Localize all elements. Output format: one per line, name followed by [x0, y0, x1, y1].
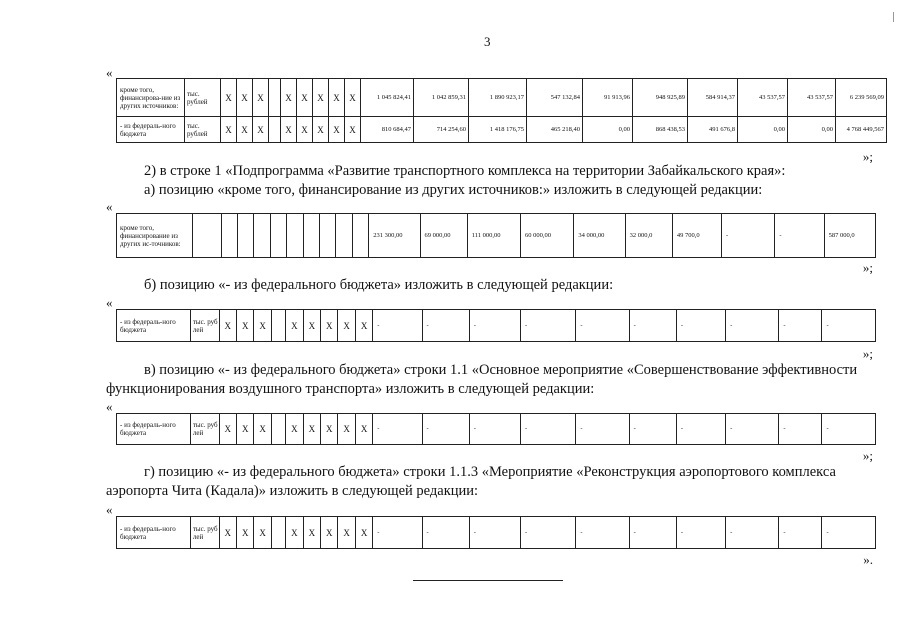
table-row — [117, 214, 876, 258]
cell-x: Х — [321, 414, 338, 445]
cell-x — [271, 414, 285, 445]
cell-value: - — [469, 414, 520, 445]
cell-value: 69 000,00 — [420, 214, 467, 258]
cell-value: 948 925,89 — [633, 79, 688, 117]
paragraph-g: г) позицию «- из федерального бюджета» строки 1.1.3 «Мероприятие «Реконструкция аэропортового комплекса аэропорта Чита (Кадала)» изложить в следующей редакции: — [106, 464, 836, 499]
cell-x: Х — [303, 517, 320, 549]
cell-x: Х — [321, 517, 338, 549]
scan-mark — [893, 12, 894, 22]
cell-value: 91 913,96 — [583, 79, 633, 117]
paragraph-2: 2) в строке 1 «Подпрограмма «Развитие транспортного комплекса на территории Забайкальского края»: — [144, 163, 786, 179]
cell-value: - — [822, 517, 876, 549]
cell-x: Х — [253, 117, 269, 143]
cell-value: 0,00 — [788, 117, 836, 143]
row-unit: тыс. руб лей — [190, 517, 219, 549]
cell-value: 714 254,60 — [414, 117, 469, 143]
cell-value: - — [779, 310, 822, 342]
close-quote-final: ». — [863, 552, 873, 567]
cell-x: Х — [219, 310, 236, 342]
cell-x: Х — [297, 79, 313, 117]
cell-x: Х — [281, 117, 297, 143]
cell-value: - — [373, 414, 422, 445]
cell-x: Х — [313, 117, 329, 143]
cell-value: - — [520, 414, 575, 445]
empty-cell — [352, 214, 368, 258]
empty-cell — [254, 214, 270, 258]
cell-value: - — [576, 310, 629, 342]
cell-x: Х — [355, 517, 372, 549]
empty-cell — [270, 214, 286, 258]
empty-cell — [303, 214, 319, 258]
cell-value: 32 000,0 — [625, 214, 672, 258]
table-row — [117, 79, 887, 117]
cell-value: 868 438,53 — [633, 117, 688, 143]
empty-cell — [192, 214, 221, 258]
cell-x: Х — [236, 414, 253, 445]
table-financing-summary — [116, 78, 887, 143]
close-quote: »; — [862, 260, 873, 275]
cell-value: 43 537,57 — [788, 79, 836, 117]
cell-x: Х — [236, 517, 253, 549]
cell-value: 231 300,00 — [369, 214, 420, 258]
cell-value: 60 000,00 — [521, 214, 574, 258]
paragraph-a: а) позицию «кроме того, финансирование из других источников:» изложить в следующей редакции: — [144, 182, 763, 198]
row-label: - из федераль-ного бюджета — [117, 517, 191, 549]
row-unit: тыс. руб лей — [190, 414, 219, 445]
cell-value: - — [576, 517, 629, 549]
cell-x: Х — [253, 79, 269, 117]
cell-value: 34 000,00 — [574, 214, 625, 258]
cell-x: Х — [329, 79, 345, 117]
cell-value: - — [576, 414, 629, 445]
cell-x: Х — [303, 414, 320, 445]
cell-x — [271, 310, 285, 342]
cell-value: 587 000,0 — [824, 214, 875, 258]
cell-x: Х — [221, 79, 237, 117]
cell-value: 465 218,40 — [527, 117, 583, 143]
cell-value: 547 132,84 — [527, 79, 583, 117]
cell-x: Х — [219, 517, 236, 549]
row-label: - из федераль-ного бюджета — [117, 414, 191, 445]
cell-value: - — [422, 414, 469, 445]
row-unit: тыс. рублей — [185, 117, 221, 143]
cell-x: Х — [338, 310, 355, 342]
cell-x: Х — [297, 117, 313, 143]
cell-value: 584 914,37 — [688, 79, 738, 117]
cell-x: Х — [254, 517, 271, 549]
table-row — [117, 310, 876, 342]
cell-value: - — [726, 414, 779, 445]
cell-x — [269, 117, 281, 143]
footer-rule — [413, 580, 563, 581]
cell-value: 111 000,00 — [467, 214, 520, 258]
cell-value: - — [469, 517, 520, 549]
cell-x — [271, 517, 285, 549]
table-other-sources — [116, 213, 876, 258]
cell-value: - — [726, 310, 779, 342]
cell-value: 1 042 859,31 — [414, 79, 469, 117]
cell-x: Х — [286, 414, 303, 445]
cell-value: 4 768 449,567 — [836, 117, 887, 143]
row-unit: тыс. рублей — [185, 79, 221, 117]
cell-x: Х — [221, 117, 237, 143]
cell-x: Х — [321, 310, 338, 342]
cell-x: Х — [355, 310, 372, 342]
empty-cell — [287, 214, 303, 258]
cell-value: - — [676, 310, 725, 342]
cell-x: Х — [286, 310, 303, 342]
cell-x: Х — [313, 79, 329, 117]
cell-x: Х — [338, 517, 355, 549]
cell-x: Х — [219, 414, 236, 445]
cell-x: Х — [237, 117, 253, 143]
cell-x: Х — [254, 310, 271, 342]
cell-x: Х — [303, 310, 320, 342]
paragraph-v: в) позицию «- из федерального бюджета» строки 1.1 «Основное мероприятие «Совершенствование эффективности функционирования воздушного транспорта» изложить в следующей редакции: — [106, 362, 858, 397]
cell-value: 43 537,57 — [738, 79, 788, 117]
close-quote: »; — [862, 346, 873, 361]
cell-value: - — [779, 414, 822, 445]
table-federal-budget-3 — [116, 516, 876, 549]
cell-value: - — [422, 517, 469, 549]
cell-value: - — [373, 517, 422, 549]
row-label: - из федераль-ного бюджета — [117, 310, 191, 342]
cell-x — [269, 79, 281, 117]
cell-value: - — [726, 517, 779, 549]
cell-x: Х — [236, 310, 253, 342]
cell-x: Х — [345, 117, 361, 143]
cell-value: - — [779, 517, 822, 549]
cell-value: 1 890 923,17 — [469, 79, 527, 117]
close-quote: »; — [862, 448, 873, 463]
cell-x: Х — [286, 517, 303, 549]
cell-x: Х — [345, 79, 361, 117]
close-quote: »; — [862, 149, 873, 164]
page-number: 3 — [484, 34, 491, 49]
row-label: кроме того, финансирова-ние из других источников: — [117, 79, 185, 117]
cell-value: - — [422, 310, 469, 342]
cell-value: - — [676, 414, 725, 445]
open-quote: « — [106, 199, 113, 214]
cell-value: - — [520, 517, 575, 549]
empty-cell — [320, 214, 336, 258]
row-unit: тыс. руб лей — [190, 310, 219, 342]
empty-cell — [336, 214, 352, 258]
cell-value: - — [469, 310, 520, 342]
cell-value: 491 676,8 — [688, 117, 738, 143]
cell-x: Х — [254, 414, 271, 445]
row-label: кроме того, финансирование из других ис-точников: — [117, 214, 193, 258]
empty-cell — [238, 214, 254, 258]
cell-value: - — [373, 310, 422, 342]
cell-x: Х — [329, 117, 345, 143]
table-federal-budget-2 — [116, 413, 876, 445]
open-quote: « — [106, 65, 113, 80]
cell-value: - — [822, 310, 876, 342]
cell-value: - — [629, 414, 676, 445]
table-row — [117, 517, 876, 549]
cell-value: 6 239 569,09 — [836, 79, 887, 117]
cell-value: - — [629, 517, 676, 549]
table-federal-budget-1 — [116, 309, 876, 342]
cell-x: Х — [237, 79, 253, 117]
cell-value: 0,00 — [738, 117, 788, 143]
table-row — [117, 117, 887, 143]
open-quote: « — [106, 295, 113, 310]
paragraph-b: б) позицию «- из федерального бюджета» изложить в следующей редакции: — [144, 277, 614, 293]
cell-value: 49 700,0 — [672, 214, 721, 258]
open-quote: « — [106, 399, 113, 414]
row-label: - из федераль-ного бюджета — [117, 117, 185, 143]
cell-value: 1 045 824,41 — [361, 79, 414, 117]
cell-value: 1 418 176,75 — [469, 117, 527, 143]
cell-value: - — [676, 517, 725, 549]
open-quote: « — [106, 502, 113, 517]
cell-value: - — [629, 310, 676, 342]
cell-value: - — [775, 214, 824, 258]
cell-value: - — [520, 310, 575, 342]
cell-x: Х — [281, 79, 297, 117]
cell-x: Х — [355, 414, 372, 445]
empty-cell — [221, 214, 237, 258]
table-row — [117, 414, 876, 445]
cell-x: Х — [338, 414, 355, 445]
cell-value: 810 684,47 — [361, 117, 414, 143]
cell-value: 0,00 — [583, 117, 633, 143]
cell-value: - — [722, 214, 775, 258]
cell-value: - — [822, 414, 876, 445]
